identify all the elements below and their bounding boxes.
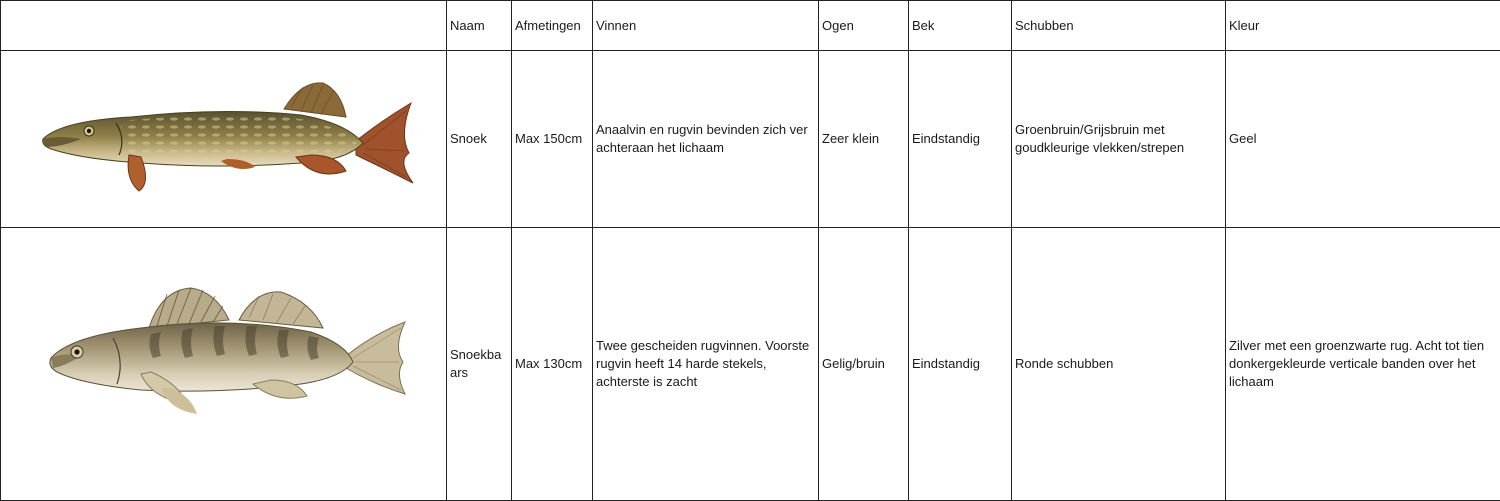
pike-image-cell xyxy=(1,51,447,228)
zander-image-cell xyxy=(1,228,447,501)
row-naam: Snoek xyxy=(447,51,512,228)
row-kleur: Zilver met een groenzwarte rug. Acht tot tien donkergekleurde verticale banden over het lichaam xyxy=(1226,228,1500,501)
header-afmetingen: Afmetingen xyxy=(512,1,593,51)
row-afmetingen: Max 130cm xyxy=(512,228,593,501)
row-vinnen: Twee gescheiden rugvinnen. Voorste rugvin heeft 14 harde stekels, achterste is zacht xyxy=(593,228,819,501)
row-schubben: Groenbruin/Grijsbruin met goudkleurige vlekken/strepen xyxy=(1012,51,1226,228)
row-afmetingen: Max 150cm xyxy=(512,51,593,228)
row-ogen: Zeer klein xyxy=(819,51,909,228)
zander-fish-icon xyxy=(1,228,447,500)
header-schubben: Schubben xyxy=(1012,1,1226,51)
header-row xyxy=(1,1,1500,51)
header-image xyxy=(1,1,447,51)
row-kleur: Geel xyxy=(1226,51,1500,228)
header-kleur: Kleur xyxy=(1226,1,1500,51)
header-bek: Bek xyxy=(909,1,1012,51)
header-naam: Naam xyxy=(447,1,512,51)
header-ogen: Ogen xyxy=(819,1,909,51)
row-schubben: Ronde schubben xyxy=(1012,228,1226,501)
table-row xyxy=(1,51,1500,228)
row-bek: Eindstandig xyxy=(909,228,1012,501)
row-bek: Eindstandig xyxy=(909,51,1012,228)
pike-fish-icon xyxy=(1,51,447,227)
row-naam: Snoekbaars xyxy=(447,228,512,501)
row-ogen: Gelig/bruin xyxy=(819,228,909,501)
header-vinnen: Vinnen xyxy=(593,1,819,51)
table-row xyxy=(1,228,1500,501)
row-vinnen: Anaalvin en rugvin bevinden zich ver achteraan het lichaam xyxy=(593,51,819,228)
